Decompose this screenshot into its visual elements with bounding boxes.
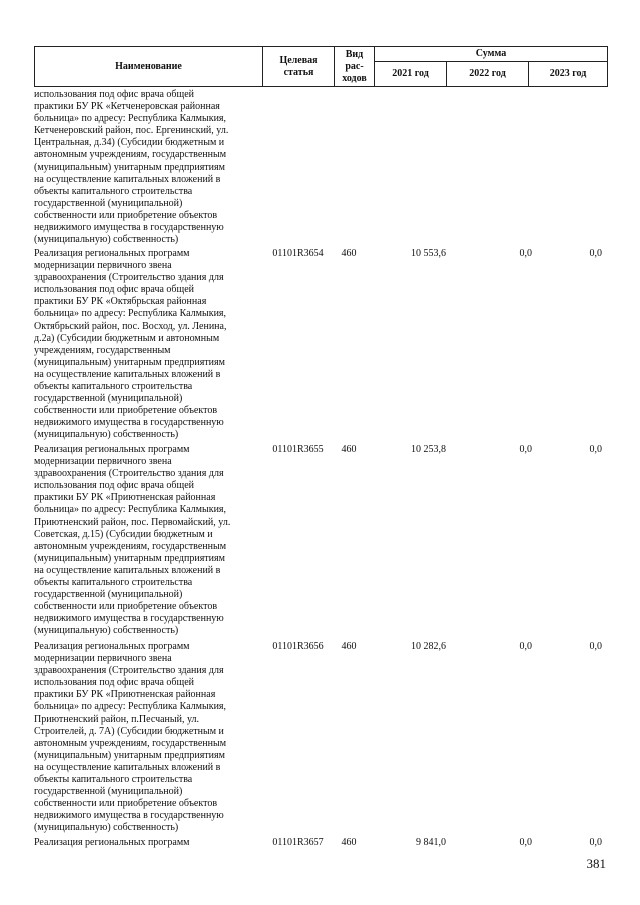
header-type: Вид рас- ходов bbox=[335, 47, 375, 86]
page-number: 381 bbox=[586, 856, 606, 871]
row-amount-2023: 0,0 bbox=[589, 641, 602, 652]
row-target-code: 01101R3656 bbox=[272, 641, 324, 652]
row-amount-2022: 0,0 bbox=[519, 837, 532, 848]
row-amount-2021: 9 841,0 bbox=[416, 837, 446, 848]
row-amount-2023: 0,0 bbox=[589, 837, 602, 848]
row-amount-2022: 0,0 bbox=[519, 444, 532, 455]
row-amount-2023: 0,0 bbox=[589, 444, 602, 455]
header-name: Наименование bbox=[35, 47, 263, 86]
header-2022: 2022 год bbox=[447, 62, 529, 86]
row-target-code: 01101R3657 bbox=[272, 837, 324, 848]
row-name: Реализация региональных программ модернизации первичного звена здравоохранения (Строительство здания для использования под офис врача общей практики БУ РК «Приютненская районная больница» по адресу: Республика Калмыкия, Приютненский район, пос. Первомайский, ул. Советская, д.15) (Субсидии бюджетным и автономным учреждениям, государственным (муниципальным) унитарным предприятиям на осуществление капитальных вложений в объекты капитального строительства государственной (муниципальной) собственности или приобретение объектов недвижимого имущества в государственную (муниципальную) собственность) bbox=[34, 444, 231, 637]
row-amount-2021: 10 553,6 bbox=[411, 248, 446, 259]
row-amount-2023: 0,0 bbox=[589, 248, 602, 259]
row-target-code: 01101R3655 bbox=[272, 444, 324, 455]
row-name: Реализация региональных программ модернизации первичного звена здравоохранения (Строительство здания для использования под офис врача общей практики БУ РК «Октябрьская районная больница» по адресу: Республика Калмыкия, Октябрьский район, пос. Восход, ул. Ленина, д.2а) (Субсидии бюджетным и автономным учреждениям, государственным (муниципальным) унитарным предприятиям на осуществление капитальных вложений в объекты капитального строительства государственной (муниципальной) собственности или приобретение объектов недвижимого имущества в государственную (муниципальную) собственность) bbox=[34, 248, 227, 441]
row-expense-type: 460 bbox=[341, 837, 357, 848]
header-2023: 2023 год bbox=[549, 68, 587, 79]
table-header bbox=[34, 46, 608, 87]
row-amount-2021: 10 282,6 bbox=[411, 641, 446, 652]
row-name: Реализация региональных программ модернизации первичного звена здравоохранения (Строительство здания для использования под офис врача общей практики БУ РК «Приютненская районная больница» по адресу: Республика Калмыкия, Приютненский район, п.Песчаный, ул. Строителей, д. 7А) (Субсидии бюджетным и автономным учреждениям, государственным (муниципальным) унитарным предприятиям на осуществление капитальных вложений в объекты капитального строительства государственной (муниципальной) собственности или приобретение объектов недвижимого имущества в государственную (муниципальную) собственность) bbox=[34, 641, 227, 834]
row-amount-2022: 0,0 bbox=[519, 248, 532, 259]
row-target-code: 01101R3654 bbox=[272, 248, 324, 259]
row-name: использования под офис врача общей практики БУ РК «Кетченеровская районная больница» по адресу: Республика Калмыкия, Кетченеровский район, пос. Ергенинский, ул. Центральная, д.34) (Субсидии бюджетным и автономным учреждениям, государственным (муниципальным) унитарным предприятиям на осуществление капитальных вложений в объекты капитального строительства государственной (муниципальной) собственности или приобретение объектов недвижимого имущества в государственную (муниципальную) собственность) bbox=[34, 89, 229, 246]
header-target: Целевая статья bbox=[263, 47, 335, 86]
header-2021: 2021 год bbox=[375, 62, 447, 86]
row-expense-type: 460 bbox=[341, 444, 357, 455]
row-name: Реализация региональных программ bbox=[34, 837, 190, 848]
row-amount-2021: 10 253,8 bbox=[411, 444, 446, 455]
row-amount-2022: 0,0 bbox=[519, 641, 532, 652]
header-sum: Сумма bbox=[375, 47, 607, 62]
row-expense-type: 460 bbox=[341, 248, 357, 259]
row-expense-type: 460 bbox=[341, 641, 357, 652]
